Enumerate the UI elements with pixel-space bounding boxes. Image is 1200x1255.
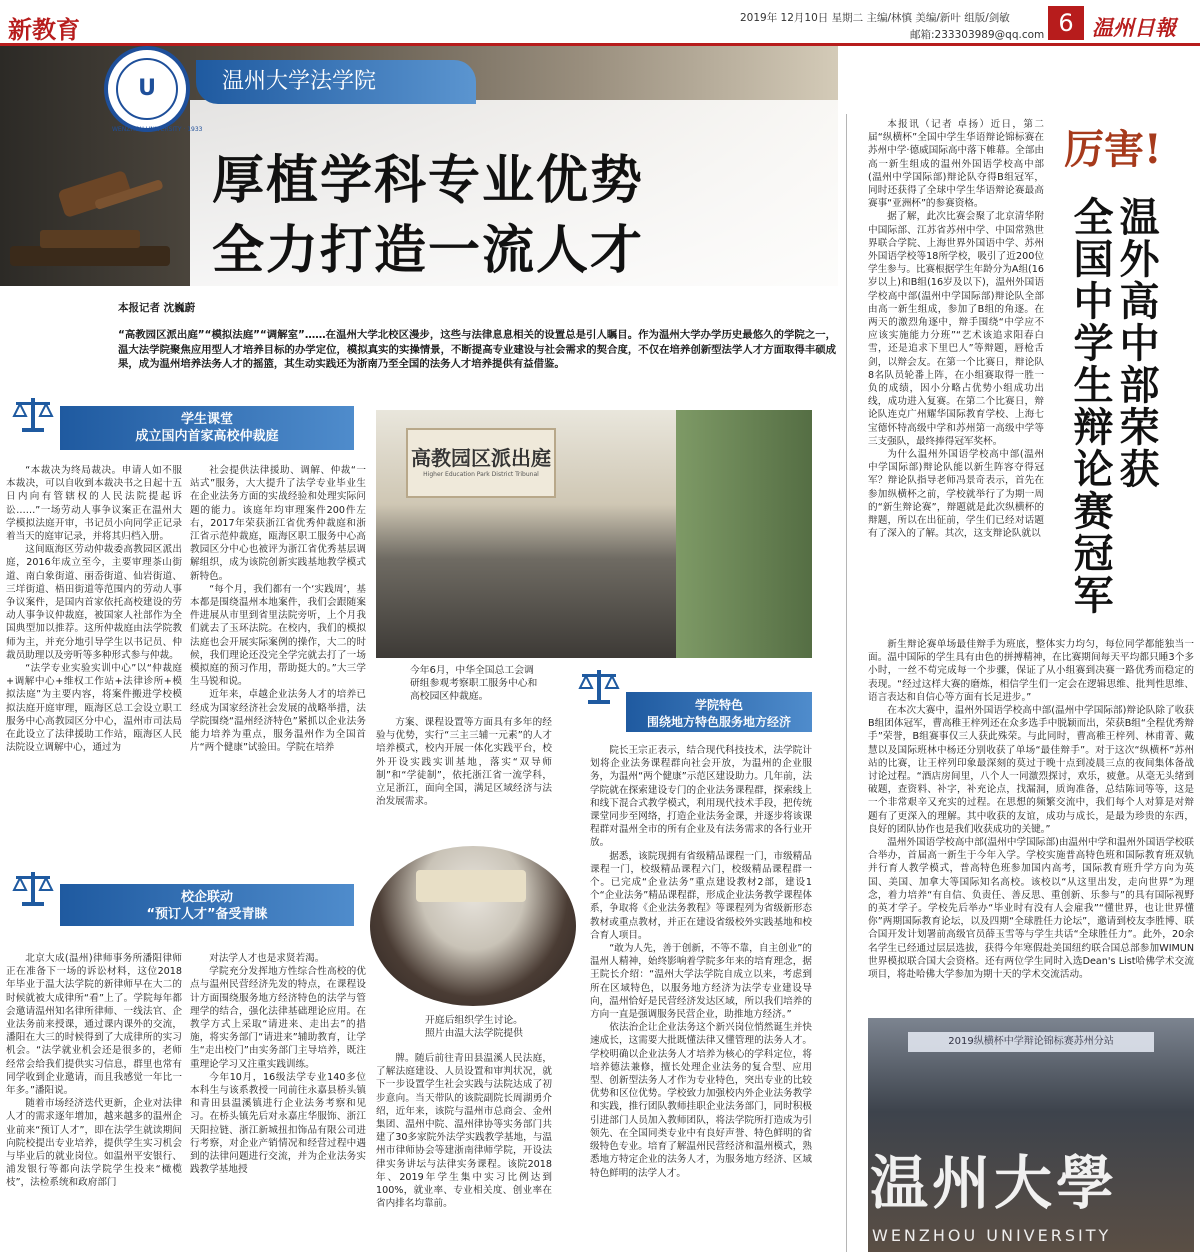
section-header-school-enterprise: [60, 884, 354, 926]
right-title-col-1: 温外高中部荣获: [1113, 196, 1160, 490]
college-banner: 温州大学法学院: [196, 60, 476, 104]
scales-icon-3: [8, 866, 58, 910]
photo1-caption: 今年6月，中华全国总工会调研组参观考察职工服务中心和高校园区仲裁庭。: [410, 665, 538, 702]
paragraph: 方案、课程设置等方面具有多年的经验与优势，实行“三主三辅一元素”的人才培养模式，校内开展一体化实践平台，校外开设实践实训基地，落实“双导师制”和“学徒制”，依托浙江省一流学科，立足浙江，面向全国，满足区域经济与法治发展需求。: [376, 717, 552, 808]
paragraph: 学院充分发挥地方性综合性高校的优点与温州民营经济先发的特点，在课程设计方面围绕服务地方经济特色的法学与管理学的结合，强化法律基础理论应用。在教学方式上采取“请进来、走出去”的措施，将实务部门“请进来”辅助教育，让学生“走出校门”由实务部门主导培养，既注重理论学习又注重实践训练。: [190, 966, 366, 1070]
paragraph: 院长王宗正表示，结合现代科技技术，法学院计划将企业法务课程群向社会开放，为温州的企业服务，为温州“两个健康”示范区建设助力。几年前，法学院就在探索建设专门的企业法务课程群，探索线上和线下混合式教学模式，利用现代技术手段，把传统课堂同步至网络，打造企业法务金课，并逐步将该课程群对温州全市的所有企业及有法务需求的各行业开放。: [590, 745, 812, 849]
section-title: 校企联动: [180, 890, 233, 905]
page-number: 6: [1048, 6, 1084, 40]
paragraph: 据了解，此次比赛会聚了北京清华附中国际部、江苏省苏州中学、中国常熟世界联合学院、上海世界外国语中学、苏州外国语学校等18所学校，吸引了近200位学生参与。比赛根据学生年龄分为A组(16岁以上)和B组(16岁及以下)，温州外国语学校高中部(温州中学国际部)辩论队全部由高一新生组成，参加了B组的角逐。在两天的激烈角逐中，辩手围绕“中学应不应该实施能力分班”“艺术该追求阳春白雪，还是追求下里巴人”等辩题，唇枪舌剑，以辩会友。在第一个比赛日，辩论队8名队员轮番上阵，在小组赛取得一胜一负的成绩，因小分略占优势小组成功出线，成功进入复赛。在第二个比赛日，辩论队连克广州耀华国际教育学校、上海七宝德怀特高级中学和苏州第一高级中学等三支强队，最终捧得冠军奖杯。: [868, 211, 1044, 447]
photo-union-visit: [376, 410, 812, 658]
editor-email: 邮箱:233303989@qq.com: [910, 29, 1045, 41]
lead-paragraph: “高教园区派出庭”“模拟法庭”“调解室”……在温州大学北校区漫步，这些与法律息息相关的设置总是引人瞩目。作为温州大学办学历史最悠久的学院之一，温大法学院聚焦应用型人才培养目标的办学定位，模拟真实的实操情景，不断提高专业建设与社会需求的契合度，不仅在培养创新型法学人才方面取得丰硕成果，成为温州培养法务人才的摇篮，其生动实践还为浙南乃至全国的法务人才培养提供有益借鉴。: [118, 329, 836, 371]
paragraph: 对法学人才也是求贤若渴。: [209, 953, 325, 964]
newspaper-name: 温州日報: [1092, 15, 1176, 40]
paragraph: 随着市场经济迭代更新，企业对法律人才的需求逐年增加，越来越多的温州企业前来“预订人才”，即在法学生就读期间向院校提出专业培养，提供学生实习机会与毕业后的就业岗位。如温州平安银行、浦发银行等都向法学院学生投来“橄榄枝”，法检系统和政府部门: [6, 1098, 182, 1189]
photo-student-discussion: [370, 846, 576, 1006]
section2-column-1: [6, 952, 182, 1250]
photo-trees: [676, 410, 812, 658]
event-banner: 2019纵横杯中学辩论锦标赛苏州分站: [908, 1032, 1154, 1052]
paragraph: 据悉，该院现拥有省级精品课程一门，市级精品课程一门，校级精品课程六门，校级精品课程群一个。已完成“企业法务”重点建设教材2部，建设1个“企业法务”精品课程群，形成企业法务教学课程体系，争取将《企业法务教程》等课程列为省级新形态教材或重点教材，并正在建设省级校外实践基地和校合育人项目。: [590, 850, 812, 941]
headline-line-1: 厚植学科专业优势: [212, 150, 645, 211]
logo-monogram: U: [116, 58, 178, 120]
paragraph: 温州外国语学校高中部(温州中学国际部)由温州中学和温州外国语学校联合举办，首届高一新生于今年入学。学校实施普高特色班和国际教育班双轨并行育人教学模式，普高特色班参加国内高考，国际教育班升学方向为英国、美国、加拿大等国际知名高校。该校以“从这里出发，走向世界”为理念，着力培养“有自信、负责任、善反思、重创新、乐参与”的具有国际视野的英才学子。学校先后举办“毕业时有没有人会雇我”“懂世界，也让世界懂你”两期国际教育论坛，以及四期“全球胜任力论坛”，邀请到校友李胜博、联合国开发计划署前高级官员薛玉雪等与学生共话“全球胜任力”。此外，20余名学生已经通过层层选拔，获得今年寒假赴美国纽约联合国总部参加WIMUN世界模拟联合国大会资格。还有两位学生同时入选Dean's List哈佛学术交流项目，将赴哈佛大学参加为期十天的学术交流活动。: [868, 837, 1194, 981]
section-subtitle: 围绕地方特色服务地方经济: [646, 715, 791, 729]
tribunal-sign-text: 高教园区派出庭: [411, 446, 551, 470]
paragraph: 为什么温州外国语学校高中部(温州中学国际部)辩论队能以新生阵容夺得冠军？辩论队指导老师冯景奇表示，首先在参加纵横杯之前，学校就举行了为期一周的“新生辩论赛”，辩题就是此次纵横杯的辩题，所以在出征前，学生们已经对话题有了深入的了解。其次，这支辩论队就以: [868, 449, 1044, 540]
headline-line-2: 全力打造一流人才: [212, 220, 645, 281]
section2-column-2: [190, 952, 366, 1250]
tribunal-sign-en: Higher Education Park District Tribunal: [423, 471, 539, 478]
section-name: 新教育: [8, 15, 80, 44]
section1-column-2: [190, 464, 366, 862]
byline: 本报记者 沈巍蔚: [118, 302, 196, 314]
watermark-english: WENZHOU UNIVERSITY: [872, 1226, 1112, 1245]
photo2-caption: 开庭后组织学生讨论。 照片由温大法学院提供: [425, 1015, 523, 1039]
paragraph: 新生辩论赛单场最佳辩手为班底，整体实力均匀，每位同学都能独当一面。温中国际的学生具有由色的拼搏精神，在比赛期间每天平均都只睡3个多小时，一丝不苟完成每一个步骤，保证了从小组赛到决赛一路优秀而稳定的表现。“经过这样大赛的磨炼，相信学生们一定会在逻辑思维、批判性思维、语言表达和自信心等方面有长足进步。”: [868, 639, 1194, 703]
wenzhou-university-watermark: 温州大學: [870, 1149, 1119, 1217]
paragraph: “每个月，我们都有一个‘实践周’，基本都是围绕温州本地案件，我们会跟随案件进展从市里到省里法院旁听，上个月我们就去了玉环法院。在校内，我们的模拟法庭也会开展实际案例的操作，大二的时候，我们理论还没完全学完就去打了一场模拟庭的预习作用，帮助挺大的。”大三学生马锐和说。: [190, 583, 366, 688]
scales-icon-2: [574, 664, 624, 708]
paragraph: 依法治企让企业法务这个新兴岗位悄然诞生并快速成长，这需要大批既懂法律又懂管理的法务人才。学校明确以企业法务人才培养为核心的学科定位，将培养德法兼修，擅长处理企业法务的复合型、应用型、创新型法务人才作为专业特色，突出专业的比较优势和区位优势。学校致力加强校内外企业法务教学和实践，推行团队教师挂职企业法务部门，同时积极引进部门人员加入教师团队，将法学院所打造成为引领先、在全国同类专业中有良好声誉、特色鲜明的省级特色专业。培育了解温州民营经济和温州模式，熟悉地方特定企业的法务人才，为服务地方经济、区域特色鲜明的法学人才。: [590, 1022, 812, 1179]
section-subtitle: 成立国内首家高校仲裁庭: [135, 429, 279, 444]
section-title: 学院特色: [694, 698, 743, 712]
lecture-screen: [416, 870, 526, 902]
section-header-college-feature: [626, 692, 812, 732]
paragraph: 这间瓯海区劳动仲裁委高教园区派出庭，2016年成立至今，主要审理茶山街道、南白象街道、丽岙街道、仙岩街道、三垟街道、梧田街道等范围内的劳动人事争议案件，是国内首家依托高校建设的劳动人事争议仲裁庭，被国家人社部作为全国典型加以推荐。这所仲裁庭由法学院教师为主，并充分地引导学生以书记员、仲裁员助理以及旁听等多种形式参与仲裁。: [6, 544, 182, 661]
paragraph: 社会提供法律援助、调解、仲裁“一站式”服务，大大提升了法学专业毕业生在企业法务方面的实战经验和处理实际问题的能力。该庭年均审理案件200件左右，2017年荣获浙江省优秀仲裁庭和浙江省示范仲裁庭，瓯海区职工服务中心高教园区分中心也被评为浙江省优秀基层调解组织，成为该院创新实践基地教学模式新特色。: [190, 465, 366, 582]
paragraph: 北京大成(温州)律师事务所潘阳律师正在准备下一场的诉讼材料，这位2018年毕业于温大法学院的新律师早在大二的时候就被大成律所“看”上了。学院每年都会邀请温州知名律所律师、一线法官、企业法务前来授课，通过课内课外的交流，潘阳在大三的时候得到了大成律所的实习机会。“法学就业机会还是很多的，老师经常会给我们提供实习信息，群里也常有同学收到企业邀请，而且我感觉一年比一年多。”潘阳说。: [6, 953, 182, 1097]
scales-icon: [8, 392, 58, 436]
section3-body: [590, 744, 812, 1252]
section-header-student-classroom: [60, 406, 354, 450]
paragraph: 在本次大赛中，温州外国语学校高中部(温州中学国际部)辩论队除了收获B组团体冠军，曹高稚王梓列还在众多选手中脱颖而出，荣获B组“全程优秀辩手”荣誉，B组赛事仅三人获此殊荣。与此同时，曹高稚王梓列、林甫菁、戴慧以及国际班林中杨还分别收获了单场“最佳辩手”。对于这次“纵横杯”苏州站的比赛，让王梓列印象最深刻的莫过于晚十点到凌晨三点的夜间集体备战讨论过程。“酒店房间里，八个人一同激烈探讨，欢乐，疲惫。从毫无头绪到破题，查资料、补字，补充论点，找漏洞，质询准备，总结陈词等等，这是一个非常艰辛又充实的过程。在思想的频繁交流中，我们每个人对算是对辩题有了更深入的理解。其中收获的友谊，成功与成长，是最为珍贵的东西，良好的团队协作也是我们收获成功的关键。”: [868, 705, 1194, 835]
section-subtitle: “预订人才”备受青睐: [146, 907, 268, 922]
right-title-col-2: 全国中学生辩论赛冠军: [1067, 196, 1114, 616]
gavel-icon: [0, 160, 180, 280]
paragraph: 今年10月，16级法学专业140多位本科生与该系教授一同前往永嘉县桥头镇和青田县温溪镇进行企业法务考察和见习。在桥头镇先后对永嘉庄华服饰、浙江天阳拉链、浙江新城扭扣饰品有限公司进行考察，对企业产销情况和经营过程中遇到的法律问题进行交流，并为企业法务实践教学基地授: [190, 1071, 366, 1176]
paragraph: “法学专业实验实训中心”以“仲裁庭+调解中心+维权工作站+法律诊所+模拟法庭”为主要内容，将案件搬进学校模拟法庭开庭审理，瓯海区总工会设立职工服务中心高教园区分中心，温州市司法局在此设立了法律援助工作站，瓯海区人民法院设立调解中心，通过为: [6, 663, 182, 754]
paragraph: 近年来，卓越企业法务人才的培养已经成为国家经济社会发展的战略举措，法学院围绕“温州经济特色”紧抓以企业法务能力培养为重点，服务温州作为全国首片“两个健康”试验田。学院在培养: [190, 689, 366, 754]
right-article-narrow: [868, 118, 1044, 632]
column-3-top: [376, 716, 552, 840]
column-divider: [846, 114, 847, 1252]
paragraph: “本裁决为终局裁决。申请人如不服本裁决，可以自收到本裁决书之日起十五日内向有管辖权的人民法院提起诉讼……”一场劳动人事争议案正在温州大学模拟法庭开审，书记员小向同学正记录着当天的庭审记录，并将其归档入册。: [6, 465, 182, 543]
date-line: 2019年 12月10日 星期二 主编/林慎 美编/新叶 组版/剑敏: [740, 12, 1010, 24]
paragraph: 牌。随后前往青田县温溪人民法庭，了解法庭建设、人员设置和审判状况，就下一步设置学生社会实践与法院达成了初步意向。当天带队的该院副院长周湖勇介绍，近年来，该院与温州市总商会、金州集团、温州中院、温州律协等实务部门共建了30多家院外法学实践教学基地，与温州市律师协会等建浙南律师学院，开设法律实务讲坛与法律实务课程。该院2018年、2019年学生集中实习比例达到100%，就业率、专业相关度、创业率在省内排名均靠前。: [376, 1053, 552, 1210]
right-article-wide: [868, 638, 1194, 1012]
paragraph: 本报讯（记者 卓扬）近日，第二届“纵横杯”全国中学生华语辩论锦标赛在苏州中学·德威国际高中落下帷幕。全部由高一新生组成的温州外国语学校高中部(温州中学国际部)辩论队夺得B组冠军，同时还获得了全球中学生华语辩论赛最高赛事“亚洲杯”的参赛资格。: [868, 119, 1044, 210]
section1-column-1: [6, 464, 182, 862]
section-title: 学生课堂: [180, 412, 233, 427]
section2-column-3: [376, 1052, 552, 1250]
right-tag: 厉害!: [1064, 126, 1162, 173]
logo-ring-text: WENZHOU UNIVERSITY · 1933: [112, 126, 203, 133]
paragraph: “敢为人先，善于创新，不等不靠，自主创业”的温州人精神，始终影响着学院多年来的培育理念，据王院长介绍：“温州大学法学院自成立以来，考虑到所在区域特色，以服务地方经济为法学专业建设导向，温州恰好是民营经济发达区域，所以我们培养的方向一直是强调服务民营企业，助推地方经济。”: [590, 943, 812, 1021]
tribunal-sign: [406, 428, 556, 498]
